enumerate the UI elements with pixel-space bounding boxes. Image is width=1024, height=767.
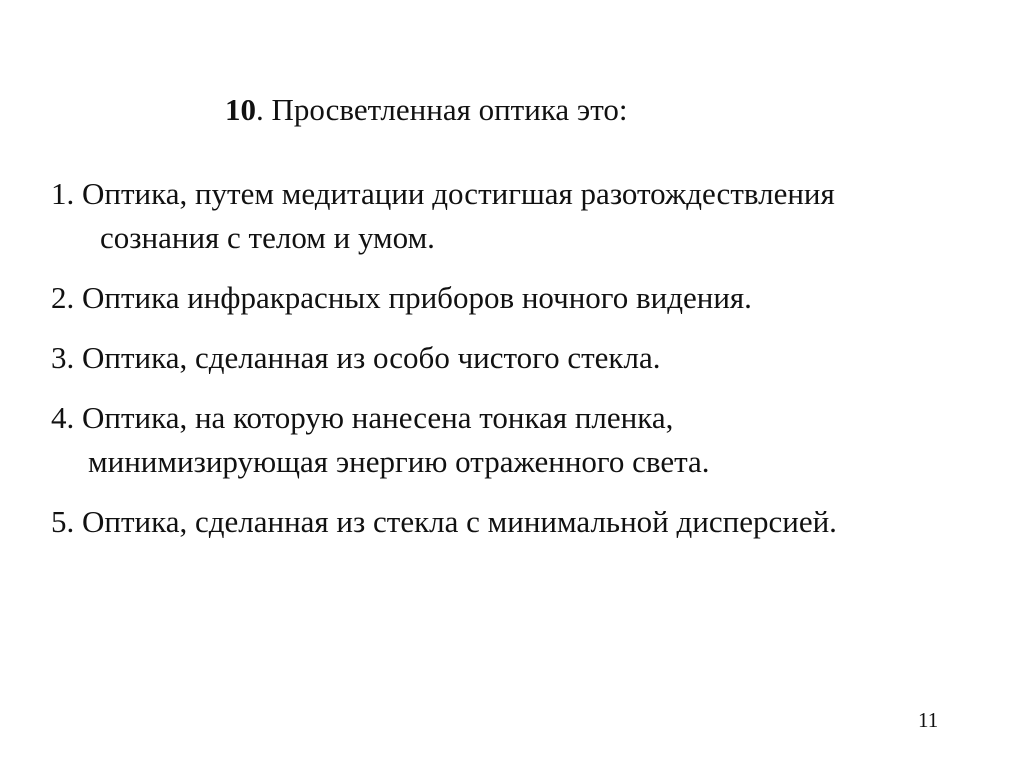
question-number: 10 bbox=[225, 92, 256, 127]
answer-option-2-line-1: 2. Оптика инфракрасных приборов ночного видения. bbox=[51, 280, 752, 315]
answer-option-2 bbox=[51, 276, 752, 320]
answer-option-3-line-1: 3. Оптика, сделанная из особо чистого стекла. bbox=[51, 340, 661, 375]
question-title bbox=[225, 90, 627, 130]
answer-option-1-line-1: 1. Оптика, путем медитации достигшая разотождествления bbox=[51, 176, 835, 211]
answer-option-1-line-2: сознания с телом и умом. bbox=[100, 220, 435, 255]
answer-option-5 bbox=[51, 500, 837, 544]
answer-option-5-line-1: 5. Оптика, сделанная из стекла с минимальной дисперсией. bbox=[51, 504, 837, 539]
answer-option-3 bbox=[51, 336, 660, 380]
question-text: . Просветленная оптика это: bbox=[256, 92, 628, 127]
answer-option-4 bbox=[51, 396, 710, 484]
answer-option-1 bbox=[51, 172, 835, 260]
answer-option-4-line-1: 4. Оптика, на которую нанесена тонкая пленка, bbox=[51, 400, 674, 435]
page-number: 11 bbox=[918, 708, 939, 732]
answer-option-4-line-2: минимизирующая энергию отраженного света. bbox=[88, 444, 710, 479]
